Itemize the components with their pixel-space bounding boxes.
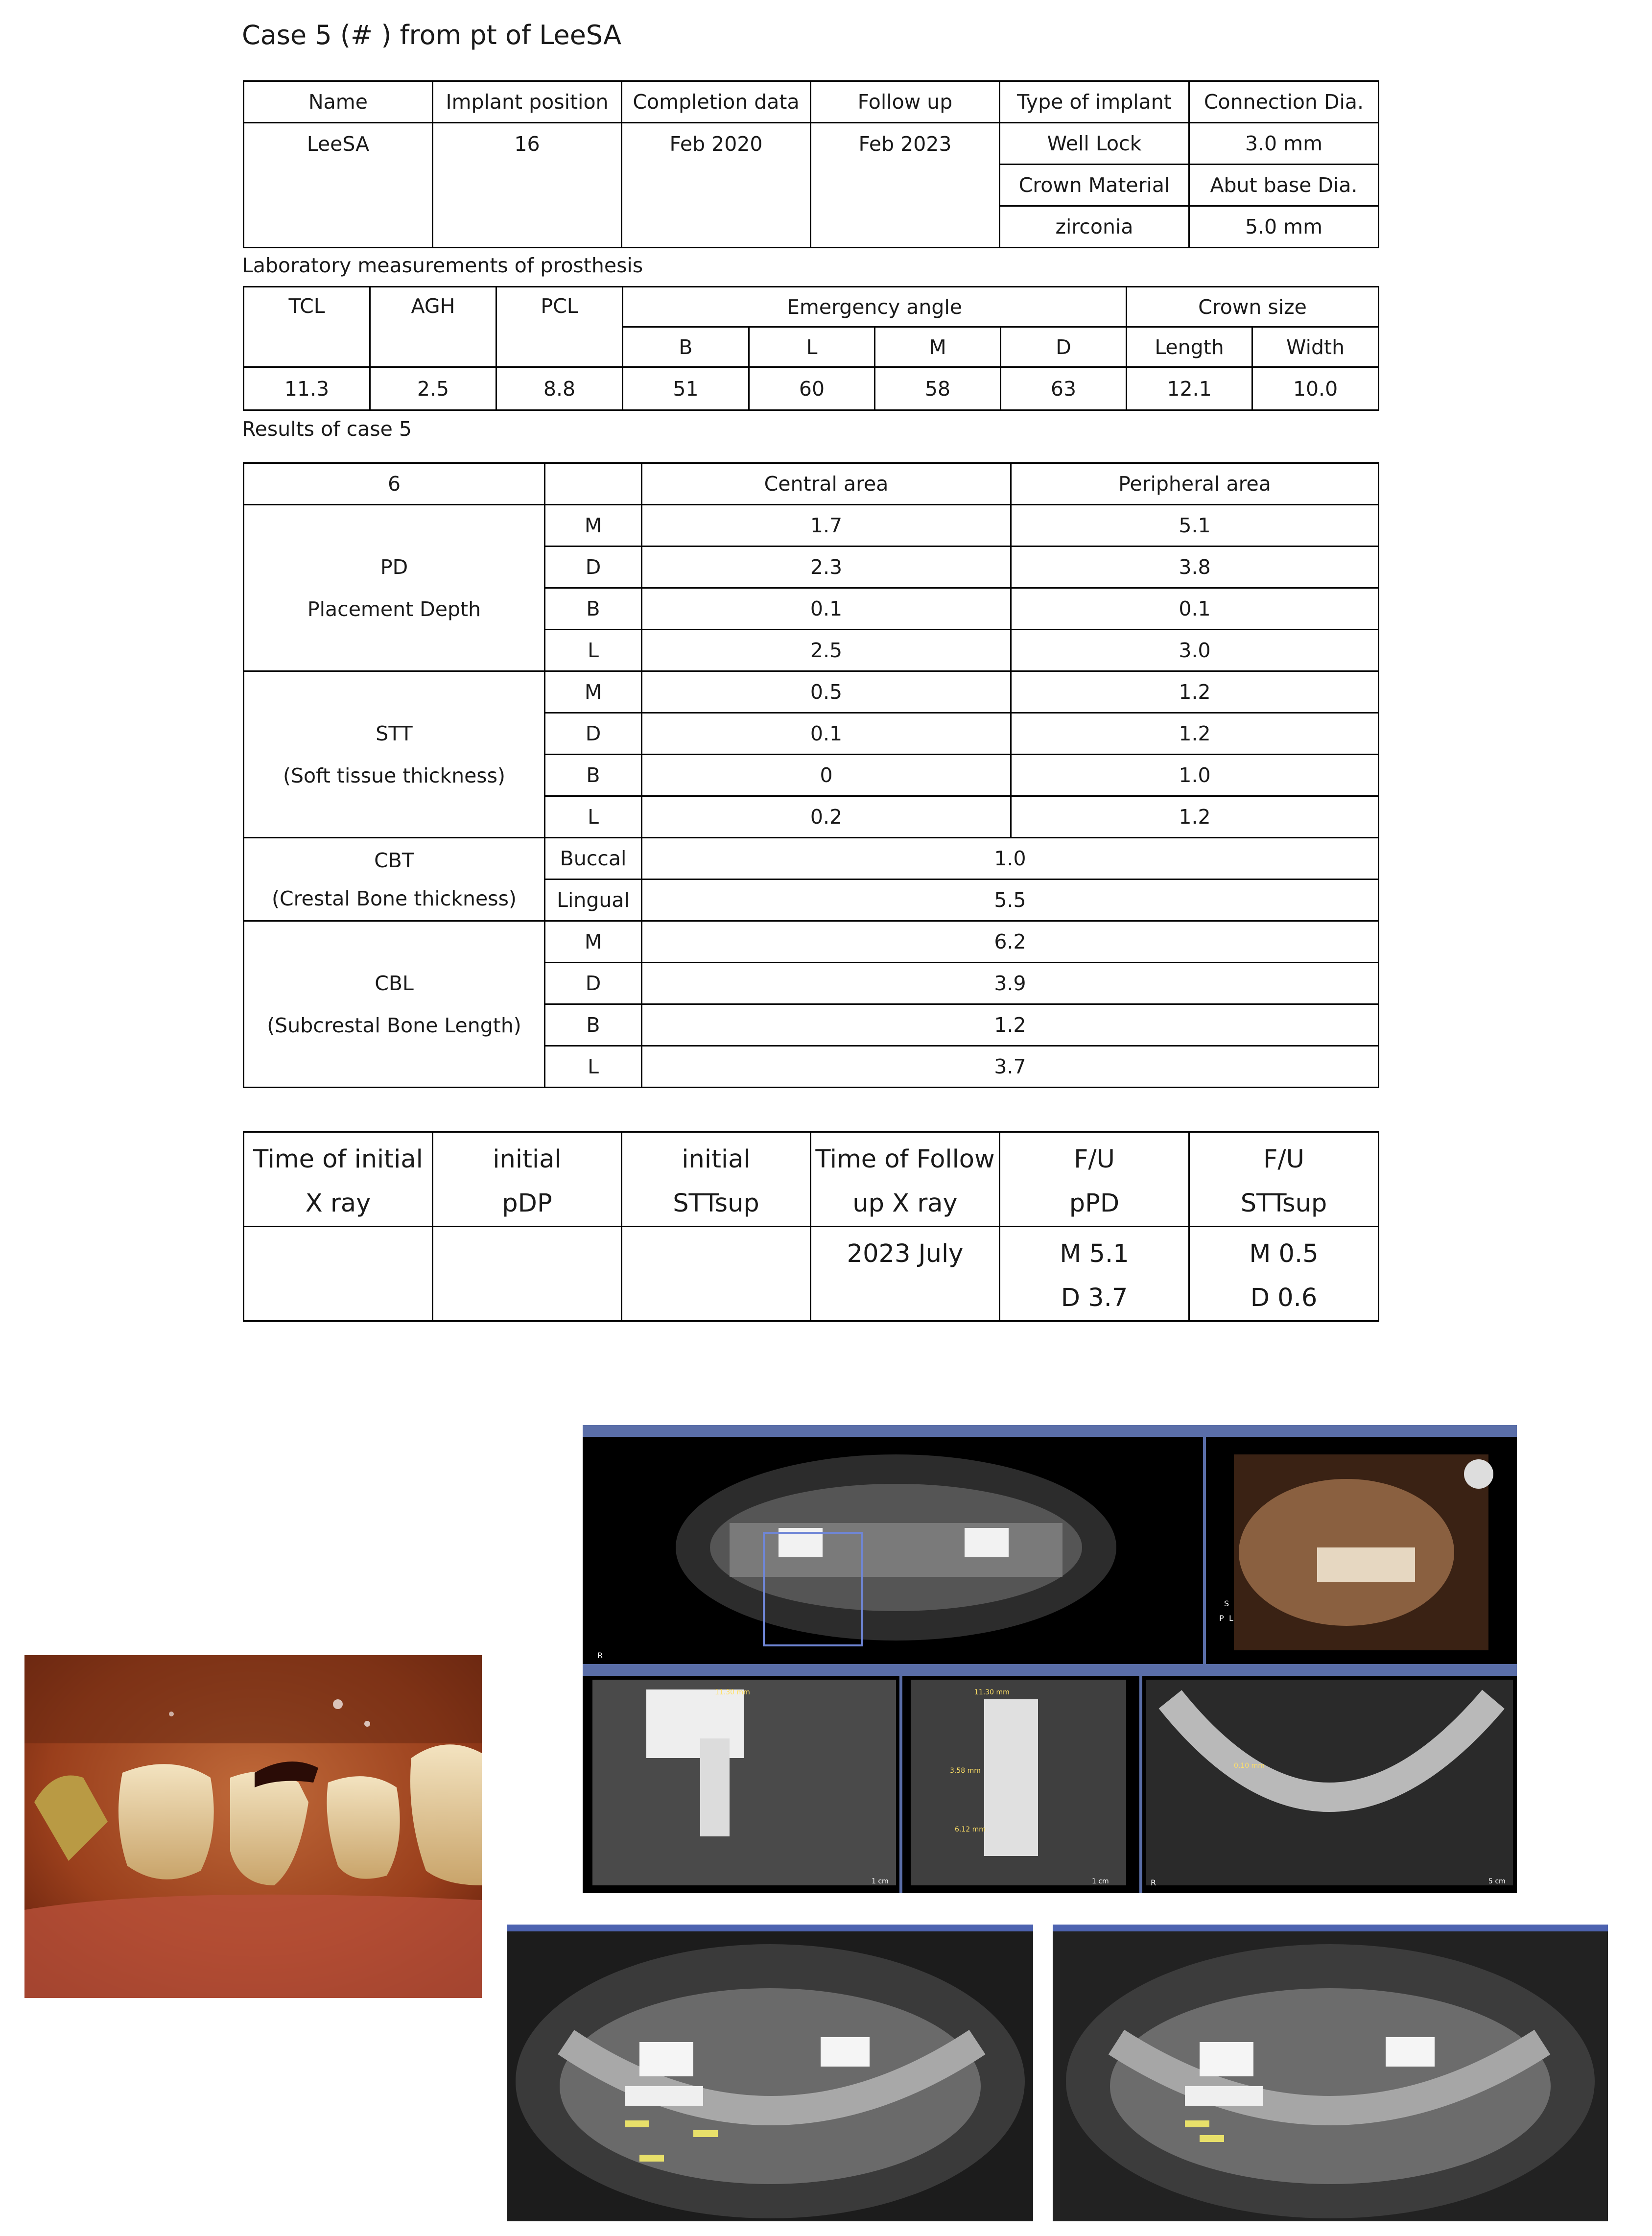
- cell-connection-dia: 3.0 mm: [1189, 123, 1379, 165]
- cbt-value: 5.5: [642, 880, 1379, 921]
- header-line: STTsup: [1240, 1189, 1327, 1218]
- header-time-followup-xray: [811, 1132, 1000, 1227]
- value-line: D 3.7: [1061, 1284, 1128, 1312]
- header-fu-ppd: [1000, 1132, 1189, 1227]
- cbct-measure: 3.58 mm: [950, 1767, 981, 1775]
- cbt-label: [244, 838, 545, 921]
- pd-label-full: Placement Depth: [307, 597, 481, 621]
- header-line: Time of initial: [253, 1145, 423, 1174]
- pd-label-abbr: PD: [380, 555, 408, 579]
- cell-name: LeeSA: [244, 123, 433, 248]
- results-caption: Results of case 5: [242, 417, 412, 441]
- header-line: Time of Follow: [815, 1145, 995, 1174]
- cbct-label-s: S: [1224, 1599, 1229, 1608]
- cbct-measure: 11.30 mm: [974, 1689, 1010, 1696]
- value-length: 12.1: [1127, 367, 1252, 410]
- page-title: Case 5 (# ) from pt of LeeSA: [242, 20, 622, 50]
- cbl-dir: M: [545, 921, 642, 963]
- header-line: F/U: [1263, 1145, 1304, 1174]
- cbl-value: 3.7: [642, 1046, 1379, 1088]
- implant-info-table: [243, 80, 1379, 248]
- pd-peripheral: 5.1: [1011, 505, 1379, 547]
- cbl-dir: B: [545, 1004, 642, 1046]
- header-l: L: [749, 327, 875, 367]
- stt-dir: B: [545, 755, 642, 796]
- cbct-label-l: L: [1229, 1614, 1233, 1623]
- cbt-label-abbr: CBT: [374, 848, 414, 872]
- value-fu-ppd: [1000, 1227, 1189, 1321]
- pd-central: 2.3: [642, 547, 1011, 588]
- pd-peripheral: 3.8: [1011, 547, 1379, 588]
- header-width: Width: [1252, 327, 1379, 367]
- header-time-initial-xray: [244, 1132, 433, 1227]
- stt-peripheral: 1.0: [1011, 755, 1379, 796]
- stt-label: [244, 671, 545, 838]
- header-central-area: Central area: [642, 463, 1011, 505]
- stt-label-abbr: STT: [376, 721, 413, 745]
- value-line: M 0.5: [1249, 1239, 1319, 1268]
- pd-dir: B: [545, 588, 642, 630]
- pd-central: 2.5: [642, 630, 1011, 671]
- header-line: initial: [493, 1145, 562, 1174]
- cbct-measure: 11.30 mm: [715, 1689, 750, 1696]
- value-line: M 5.1: [1060, 1239, 1129, 1268]
- cbct-scale-2: 1 cm: [1092, 1878, 1109, 1885]
- header-tcl: TCL: [244, 287, 370, 367]
- cbt-value: 1.0: [642, 838, 1379, 880]
- pd-peripheral: 3.0: [1011, 630, 1379, 671]
- lab-measurements-table: [243, 286, 1379, 411]
- value-time-initial: [244, 1227, 433, 1321]
- stt-central: 0: [642, 755, 1011, 796]
- header-line: X ray: [305, 1189, 371, 1218]
- cell-type-of-implant: Well Lock: [1000, 123, 1189, 165]
- header-b: B: [623, 327, 749, 367]
- pd-dir: M: [545, 505, 642, 547]
- cbt-side: Buccal: [545, 838, 642, 880]
- pd-central: 0.1: [642, 588, 1011, 630]
- stt-dir: D: [545, 713, 642, 755]
- header-m: M: [875, 327, 1001, 367]
- header-implant-position: Implant position: [433, 81, 622, 123]
- header-line: F/U: [1074, 1145, 1115, 1174]
- cbt-side: Lingual: [545, 880, 642, 921]
- header-agh: AGH: [370, 287, 496, 367]
- cbct-label-r: R: [597, 1651, 603, 1660]
- pd-dir: L: [545, 630, 642, 671]
- stt-central: 0.5: [642, 671, 1011, 713]
- header-d: D: [1001, 327, 1127, 367]
- cbct-label-p: P: [1219, 1614, 1224, 1623]
- value-b: 51: [623, 367, 749, 410]
- header-line: pPD: [1069, 1189, 1120, 1218]
- cell-abut-base-label: Abut base Dia.: [1189, 165, 1379, 206]
- cbl-label: [244, 921, 545, 1088]
- value-width: 10.0: [1252, 367, 1379, 410]
- header-initial-pdp: [433, 1132, 622, 1227]
- intraoral-photo: [24, 1655, 482, 1998]
- cbt-label-full: (Crestal Bone thickness): [272, 886, 517, 910]
- header-fu-sttsup: [1189, 1132, 1379, 1227]
- value-initial-sttsup: [622, 1227, 811, 1321]
- stt-peripheral: 1.2: [1011, 713, 1379, 755]
- cbl-dir: D: [545, 963, 642, 1004]
- value-line: D 0.6: [1250, 1284, 1318, 1312]
- stt-label-full: (Soft tissue thickness): [283, 763, 506, 787]
- value-l: 60: [749, 367, 875, 410]
- stt-dir: M: [545, 671, 642, 713]
- cell-implant-position: 16: [433, 123, 622, 248]
- header-line: up X ray: [852, 1189, 958, 1218]
- header-completion-data: Completion data: [622, 81, 811, 123]
- stt-central: 0.2: [642, 796, 1011, 838]
- header-name: Name: [244, 81, 433, 123]
- value-followup-time: 2023 July: [811, 1227, 1000, 1321]
- header-tooth: 6: [244, 463, 545, 505]
- value-initial-pdp: [433, 1227, 622, 1321]
- cell-crown-material-label: Crown Material: [1000, 165, 1189, 206]
- header-length: Length: [1127, 327, 1252, 367]
- cbl-value: 1.2: [642, 1004, 1379, 1046]
- header-emergency-angle: Emergency angle: [623, 287, 1127, 327]
- cbct-measure: 0.10 mm: [1234, 1762, 1265, 1770]
- value-fu-sttsup: [1189, 1227, 1379, 1321]
- header-line: pDP: [502, 1189, 552, 1218]
- header-line: STTsup: [673, 1189, 759, 1218]
- cbl-value: 6.2: [642, 921, 1379, 963]
- value-d: 63: [1001, 367, 1127, 410]
- header-follow-up: Follow up: [811, 81, 1000, 123]
- results-table: [243, 462, 1379, 1088]
- cell-crown-material: zirconia: [1000, 206, 1189, 248]
- cbct-scale-1: 1 cm: [872, 1878, 889, 1885]
- header-pcl: PCL: [496, 287, 623, 367]
- stt-central: 0.1: [642, 713, 1011, 755]
- cell-abut-base-dia: 5.0 mm: [1189, 206, 1379, 248]
- stt-dir: L: [545, 796, 642, 838]
- stt-peripheral: 1.2: [1011, 671, 1379, 713]
- lab-caption: Laboratory measurements of prosthesis: [242, 254, 643, 277]
- header-blank: [545, 463, 642, 505]
- cell-completion-data: Feb 2020: [622, 123, 811, 248]
- panoramic-xray-initial: [507, 1925, 1033, 2221]
- header-type-of-implant: Type of implant: [1000, 81, 1189, 123]
- cbl-value: 3.9: [642, 963, 1379, 1004]
- cbct-label-r2: R: [1151, 1878, 1156, 1887]
- value-m: 58: [875, 367, 1001, 410]
- cell-follow-up: Feb 2023: [811, 123, 1000, 248]
- cbl-dir: L: [545, 1046, 642, 1088]
- header-initial-sttsup: [622, 1132, 811, 1227]
- cbct-scale-3: 5 cm: [1488, 1878, 1506, 1885]
- pd-label: [244, 505, 545, 671]
- panoramic-xray-followup: [1053, 1925, 1608, 2221]
- stt-peripheral: 1.2: [1011, 796, 1379, 838]
- header-connection-dia: Connection Dia.: [1189, 81, 1379, 123]
- cbct-viewer-screenshot: [583, 1425, 1517, 1893]
- xray-table: [243, 1131, 1379, 1322]
- value-agh: 2.5: [370, 367, 496, 410]
- value-pcl: 8.8: [496, 367, 623, 410]
- header-crown-size: Crown size: [1127, 287, 1379, 327]
- cbl-label-abbr: CBL: [375, 971, 414, 995]
- value-tcl: 11.3: [244, 367, 370, 410]
- pd-dir: D: [545, 547, 642, 588]
- header-peripheral-area: Peripheral area: [1011, 463, 1379, 505]
- cbl-label-full: (Subcrestal Bone Length): [267, 1013, 521, 1037]
- header-line: initial: [682, 1145, 751, 1174]
- pd-central: 1.7: [642, 505, 1011, 547]
- cbct-measure: 6.12 mm: [955, 1826, 986, 1833]
- pd-peripheral: 0.1: [1011, 588, 1379, 630]
